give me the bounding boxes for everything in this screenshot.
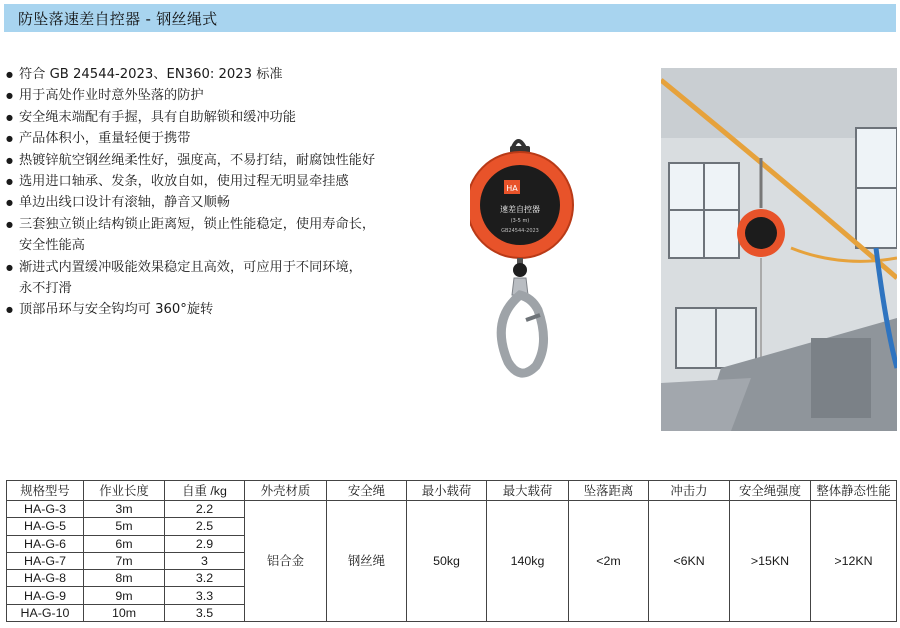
- cell-static-performance: >12KN: [811, 501, 897, 622]
- feature-text: 单边出线口设计有滚轴，静音又顺畅: [19, 195, 230, 211]
- cell-length: 7m: [84, 552, 165, 569]
- cell-model: HA-G-5: [7, 518, 84, 535]
- cell-impact-force: <6KN: [649, 501, 730, 622]
- device-label: 速差自控器: [500, 205, 540, 214]
- feature-text: ● 三套独立锁止结构锁止距离短，锁止性能稳定，使用寿命长，: [19, 216, 376, 232]
- cell-rope-strength: >15KN: [730, 501, 811, 622]
- feature-text: 选用进口轴承、发条，收放自如，使用过程无明显牵挂感: [19, 174, 349, 190]
- feature-text: 顶部吊环与安全钩均可 360°旋转: [19, 302, 214, 318]
- swivel-ball: [513, 263, 527, 277]
- spec-table: [6, 480, 897, 622]
- cell-weight: 3.5: [165, 604, 245, 621]
- cell-model: HA-G-10: [7, 604, 84, 621]
- feature-text: 用于高处作业时意外坠落的防护: [19, 88, 204, 104]
- product-image: [470, 130, 600, 395]
- col-header: 规格型号: [7, 481, 84, 501]
- cell-length: 8m: [84, 570, 165, 587]
- col-header: 自重 /kg: [165, 481, 245, 501]
- cell-min-load: 50kg: [407, 501, 487, 622]
- col-header: 最大载荷: [487, 481, 569, 501]
- cell-weight: 3.2: [165, 570, 245, 587]
- feature-item: [6, 85, 646, 106]
- col-header: 整体静态性能: [811, 481, 897, 501]
- table-header-row: [7, 481, 897, 501]
- feature-item: [6, 107, 646, 128]
- col-header: 作业长度: [84, 481, 165, 501]
- device-label-code: GB24544-2023: [501, 228, 539, 234]
- cell-model: HA-G-8: [7, 570, 84, 587]
- title-bar: [4, 4, 896, 32]
- feature-text: 符合 GB 24544-2023、EN360: 2023 标准: [19, 67, 283, 82]
- cell-shell-material: 铝合金: [245, 501, 327, 622]
- scene-image: [661, 68, 897, 431]
- feature-text: 热镀锌航空钢丝绳柔性好，强度高，不易打结，耐腐蚀性能好: [19, 152, 376, 168]
- cell-length: 9m: [84, 587, 165, 604]
- col-header: 最小载荷: [407, 481, 487, 501]
- feature-text-cont: 安全性能高: [19, 238, 85, 254]
- feature-text-cont: 永不打滑: [19, 281, 72, 297]
- feature-item: [6, 64, 646, 85]
- cell-weight: 3.3: [165, 587, 245, 604]
- window-right: [856, 128, 897, 248]
- logo-text: HA: [506, 184, 518, 193]
- cell-model: HA-G-9: [7, 587, 84, 604]
- window-lower: [676, 308, 756, 368]
- feature-text: 安全绳末端配有手握，具有自助解锁和缓冲功能: [19, 109, 296, 125]
- window-left: [669, 163, 739, 258]
- page-title: 防坠落速差自控器 - 钢丝绳式: [18, 9, 218, 28]
- col-header: 冲击力: [649, 481, 730, 501]
- col-header: 坠落距离: [569, 481, 649, 501]
- col-header: 外壳材质: [245, 481, 327, 501]
- feature-text: ● 渐进式内置缓冲吸能效果稳定且高效，可应用于不同环境，: [19, 259, 362, 275]
- cell-max-load: 140kg: [487, 501, 569, 622]
- col-header: 安全绳: [327, 481, 407, 501]
- cell-weight: 2.9: [165, 535, 245, 552]
- cell-length: 10m: [84, 604, 165, 621]
- cell-model: HA-G-7: [7, 552, 84, 569]
- cell-model: HA-G-3: [7, 501, 84, 518]
- snap-hook-icon: [501, 295, 543, 373]
- feature-text: 产品体积小，重量轻便于携带: [19, 131, 191, 147]
- cell-weight: 2.5: [165, 518, 245, 535]
- cell-length: 3m: [84, 501, 165, 518]
- table-row: [7, 501, 897, 518]
- cell-fall-distance: <2m: [569, 501, 649, 622]
- cell-weight: 3: [165, 552, 245, 569]
- cell-length: 5m: [84, 518, 165, 535]
- cell-model: HA-G-6: [7, 535, 84, 552]
- cell-rope-type: 钢丝绳: [327, 501, 407, 622]
- col-header: 安全绳强度: [730, 481, 811, 501]
- device-label-sub: (3-5 m): [510, 218, 530, 224]
- cell-weight: 2.2: [165, 501, 245, 518]
- cell-length: 6m: [84, 535, 165, 552]
